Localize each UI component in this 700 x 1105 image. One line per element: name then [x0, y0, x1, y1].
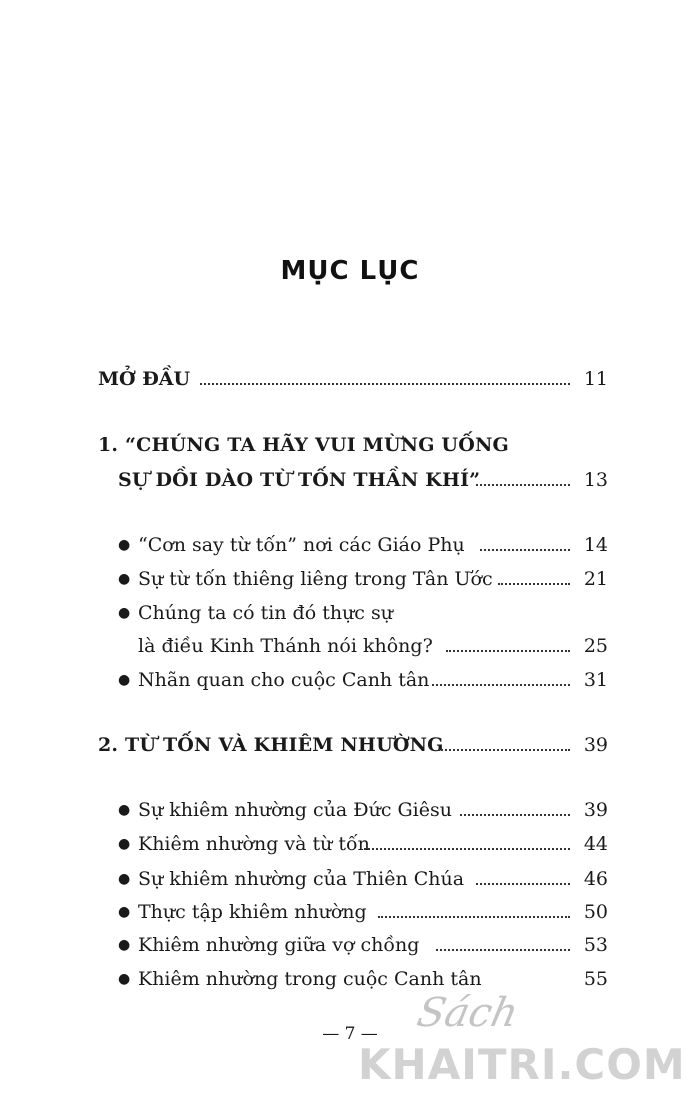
bullet-icon: ● [118, 836, 131, 852]
toc-entry-page: 39 [583, 734, 608, 756]
toc-chapter-title: SỰ DỒI DÀO TỪ TỐN THẦN KHÍ” [118, 469, 481, 491]
toc-item-page: 44 [583, 833, 608, 855]
dot-leader [460, 814, 570, 816]
dot-leader [364, 848, 570, 850]
toc-item[interactable] [0, 966, 700, 992]
toc-item[interactable] [0, 633, 700, 659]
toc-item[interactable] [0, 797, 700, 823]
watermark-script: Sách [413, 990, 523, 1036]
toc-item[interactable] [0, 831, 700, 857]
toc-item-label: Khiêm nhường trong cuộc Canh tân [138, 968, 482, 990]
toc-item-label: Nhãn quan cho cuộc Canh tân [138, 669, 430, 691]
toc-item-label: là điều Kinh Thánh nói không? [138, 635, 433, 657]
toc-item-page: 53 [583, 934, 608, 956]
bullet-icon: ● [118, 937, 131, 953]
dot-leader [476, 484, 570, 486]
dot-leader [436, 949, 570, 951]
toc-item-label: Chúng ta có tin đó thực sự [138, 602, 393, 624]
watermark-logo [358, 990, 694, 1100]
page-title: MỤC LỤC [280, 256, 420, 286]
toc-entry-label: MỞ ĐẦU [98, 368, 191, 390]
bullet-icon: ● [118, 802, 131, 818]
toc-item-label: Thực tập khiêm nhường [138, 901, 367, 923]
toc-item[interactable] [0, 866, 700, 892]
toc-item-label: Sự từ tốn thiêng liêng trong Tân Ước [138, 568, 493, 590]
toc-chapter-2[interactable] [0, 732, 700, 758]
dot-leader [476, 883, 570, 885]
toc-item-line-1[interactable] [0, 600, 700, 626]
dot-leader [446, 650, 570, 652]
toc-item-label: Khiêm nhường giữa vợ chồng [138, 934, 420, 956]
watermark-domain: KHAITRI.COM [358, 1040, 686, 1089]
dot-leader [378, 916, 570, 918]
toc-entry-page: 11 [583, 368, 608, 390]
toc-item[interactable] [0, 932, 700, 958]
toc-item-page: 14 [583, 534, 608, 556]
toc-item-label: Khiêm nhường và từ tốn [138, 833, 370, 855]
toc-item[interactable] [0, 566, 700, 592]
toc-item-label: Sự khiêm nhường của Đức Giêsu [138, 799, 452, 821]
bullet-icon: ● [118, 571, 131, 587]
dot-leader [498, 583, 570, 585]
page-number: — 7 — [322, 1024, 378, 1044]
toc-item-page: 31 [583, 669, 608, 691]
bullet-icon: ● [118, 871, 131, 887]
toc-chapter-1[interactable] [0, 467, 700, 493]
dot-leader [432, 684, 570, 686]
toc-chapter-1-line-1[interactable] [0, 432, 700, 458]
toc-item-page: 39 [583, 799, 608, 821]
bullet-icon: ● [118, 605, 131, 621]
toc-item-label: Sự khiêm nhường của Thiên Chúa [138, 868, 465, 890]
toc-entry-page: 13 [583, 469, 608, 491]
dot-leader [480, 549, 570, 551]
bullet-icon: ● [118, 904, 131, 920]
bullet-icon: ● [118, 537, 131, 553]
toc-item-label: “Cơn say từ tốn” nơi các Giáo Phụ [138, 534, 465, 556]
toc-item-page: 21 [583, 568, 608, 590]
bullet-icon: ● [118, 672, 131, 688]
toc-chapter-title: 2. TỪ TỐN VÀ KHIÊM NHƯỜNG [98, 734, 444, 756]
toc-entry-intro[interactable] [0, 366, 700, 392]
toc-item-page: 55 [583, 968, 608, 990]
toc-item[interactable] [0, 532, 700, 558]
bullet-icon: ● [118, 971, 131, 987]
toc-item-page: 50 [583, 901, 608, 923]
dot-leader [200, 383, 570, 385]
dot-leader [438, 749, 570, 751]
toc-item[interactable] [0, 899, 700, 925]
toc-item-page: 25 [583, 635, 608, 657]
toc-chapter-title: 1. “CHÚNG TA HÃY VUI MỪNG UỐNG [98, 434, 509, 456]
toc-item-page: 46 [583, 868, 608, 890]
toc-item[interactable] [0, 667, 700, 693]
